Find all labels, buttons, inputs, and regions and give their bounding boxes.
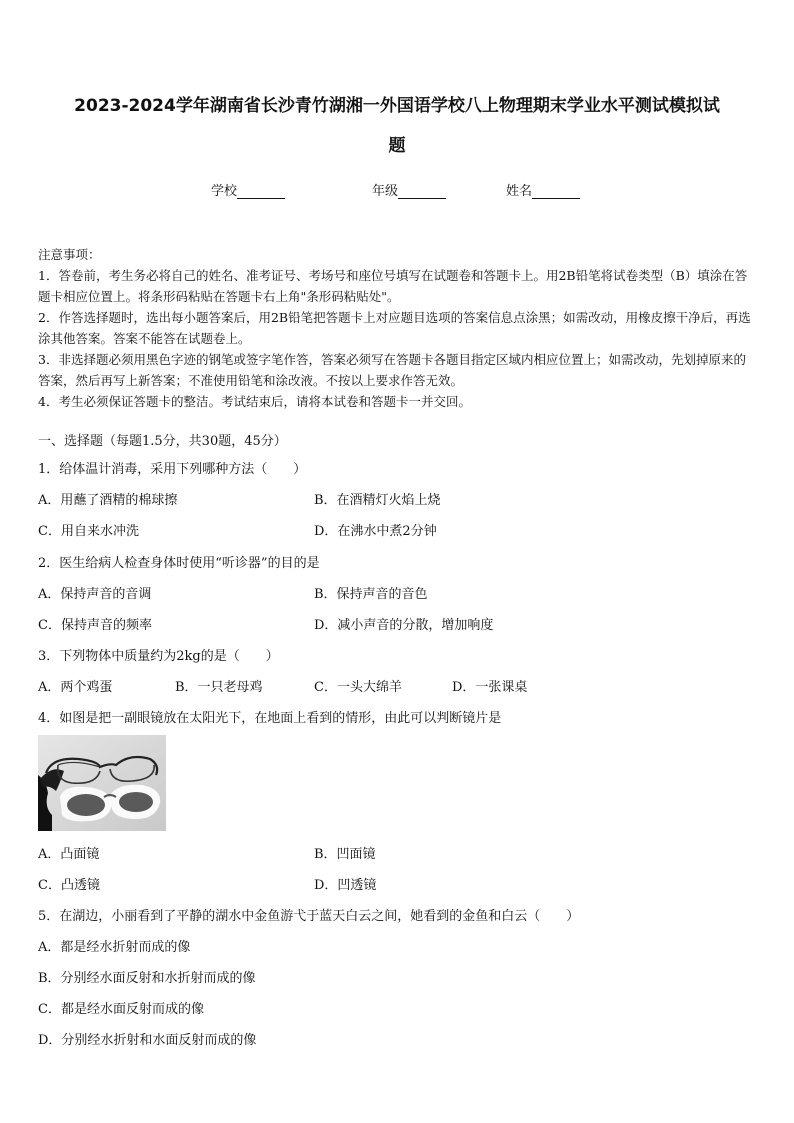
q2-option-a[interactable]: A．保持声音的音调 bbox=[38, 587, 152, 602]
q2-option-d[interactable]: D．减小声音的分散，增加响度 bbox=[314, 618, 494, 633]
notes-heading: 注意事项： bbox=[38, 247, 101, 262]
question-1-stem: 1．给体温计消毒，采用下列哪种方法（ ） bbox=[38, 462, 307, 477]
grade-label: 年级 bbox=[372, 184, 399, 199]
note-item: 1．答卷前，考生务必将自己的姓名、准考证号、考场号和座位号填写在试题卷和答题卡上。用2B铅笔将试卷类型（B）填涂在答题卡相应位置上。将条形码粘贴在答题卡右上角"条形码粘贴处"。 bbox=[38, 268, 748, 304]
q1-option-a[interactable]: A．用蘸了酒精的棉球擦 bbox=[38, 493, 178, 508]
notes-section bbox=[38, 244, 756, 412]
question-2-stem: 2．医生给病人检查身体时使用“听诊器”的目的是 bbox=[38, 556, 320, 571]
note-item: 2．作答选择题时，选出每小题答案后，用2B铅笔把答题卡上对应题目选项的答案信息点涂黑；如需改动，用橡皮擦干净后，再选涂其他答案。答案不能答在试题卷上。 bbox=[38, 310, 751, 346]
q1-option-d[interactable]: D．在沸水中煮2分钟 bbox=[314, 524, 437, 539]
q4-option-d[interactable]: D．凹透镜 bbox=[314, 878, 377, 893]
q3-option-b[interactable]: B．一只老母鸡 bbox=[175, 680, 263, 695]
question-4-stem: 4．如图是把一副眼镜放在太阳光下，在地面上看到的情形，由此可以判断镜片是 bbox=[38, 711, 502, 726]
q1-option-c[interactable]: C．用自来水冲洗 bbox=[38, 524, 139, 539]
q3-option-a[interactable]: A．两个鸡蛋 bbox=[38, 680, 113, 695]
name-blank[interactable] bbox=[532, 186, 580, 199]
q2-option-c[interactable]: C．保持声音的频率 bbox=[38, 618, 152, 633]
question-5-stem: 5．在湖边，小丽看到了平静的湖水中金鱼游弋于蓝天白云之间，她看到的金鱼和白云（ ） bbox=[38, 909, 580, 924]
q2-option-b[interactable]: B．保持声音的音色 bbox=[314, 587, 428, 602]
grade-blank[interactable] bbox=[398, 186, 446, 199]
grade-field[interactable] bbox=[372, 180, 446, 199]
q1-option-b[interactable]: B．在酒精灯火焰上烧 bbox=[314, 493, 441, 508]
q5-option-c[interactable]: C．都是经水面反射而成的像 bbox=[38, 1002, 204, 1017]
q4-option-c[interactable]: C．凸透镜 bbox=[38, 878, 100, 893]
title-line-2: 题 bbox=[388, 136, 406, 156]
exam-title bbox=[30, 86, 764, 166]
q4-option-a[interactable]: A．凸面镜 bbox=[38, 847, 100, 862]
q4-option-b[interactable]: B．凹面镜 bbox=[314, 847, 376, 862]
question-3-stem: 3．下列物体中质量约为2kg的是（ ） bbox=[38, 649, 279, 664]
q3-option-c[interactable]: C．一头大绵羊 bbox=[314, 680, 402, 695]
school-field[interactable] bbox=[211, 180, 285, 199]
q5-option-b[interactable]: B．分别经水面反射和水折射而成的像 bbox=[38, 971, 256, 986]
note-item: 3．非选择题必须用黑色字迹的钢笔或签字笔作答，答案必须写在答题卡各题目指定区域内相应位置上；如需改动，先划掉原来的答案，然后再写上新答案；不准使用铅笔和涂改液。不按以上要求作答无效。 bbox=[38, 352, 746, 388]
q5-option-d[interactable]: D．分别经水折射和水面反射而成的像 bbox=[38, 1033, 257, 1048]
glasses-shadow-photo bbox=[38, 735, 166, 831]
note-item: 4．考生必须保证答题卡的整洁。考试结束后，请将本试卷和答题卡一并交回。 bbox=[38, 394, 471, 409]
name-label: 姓名 bbox=[506, 184, 533, 199]
section-title: 一、选择题（每题1.5分，共30题，45分） bbox=[38, 434, 287, 449]
title-line-1: 2023-2024学年湖南省长沙青竹湖湘一外国语学校八上物理期末学业水平测试模拟试 bbox=[74, 96, 720, 116]
q5-option-a[interactable]: A．都是经水折射而成的像 bbox=[38, 940, 191, 955]
school-blank[interactable] bbox=[237, 186, 285, 199]
name-field[interactable] bbox=[506, 180, 580, 199]
school-label: 学校 bbox=[211, 184, 238, 199]
q3-option-d[interactable]: D．一张课桌 bbox=[452, 680, 528, 695]
